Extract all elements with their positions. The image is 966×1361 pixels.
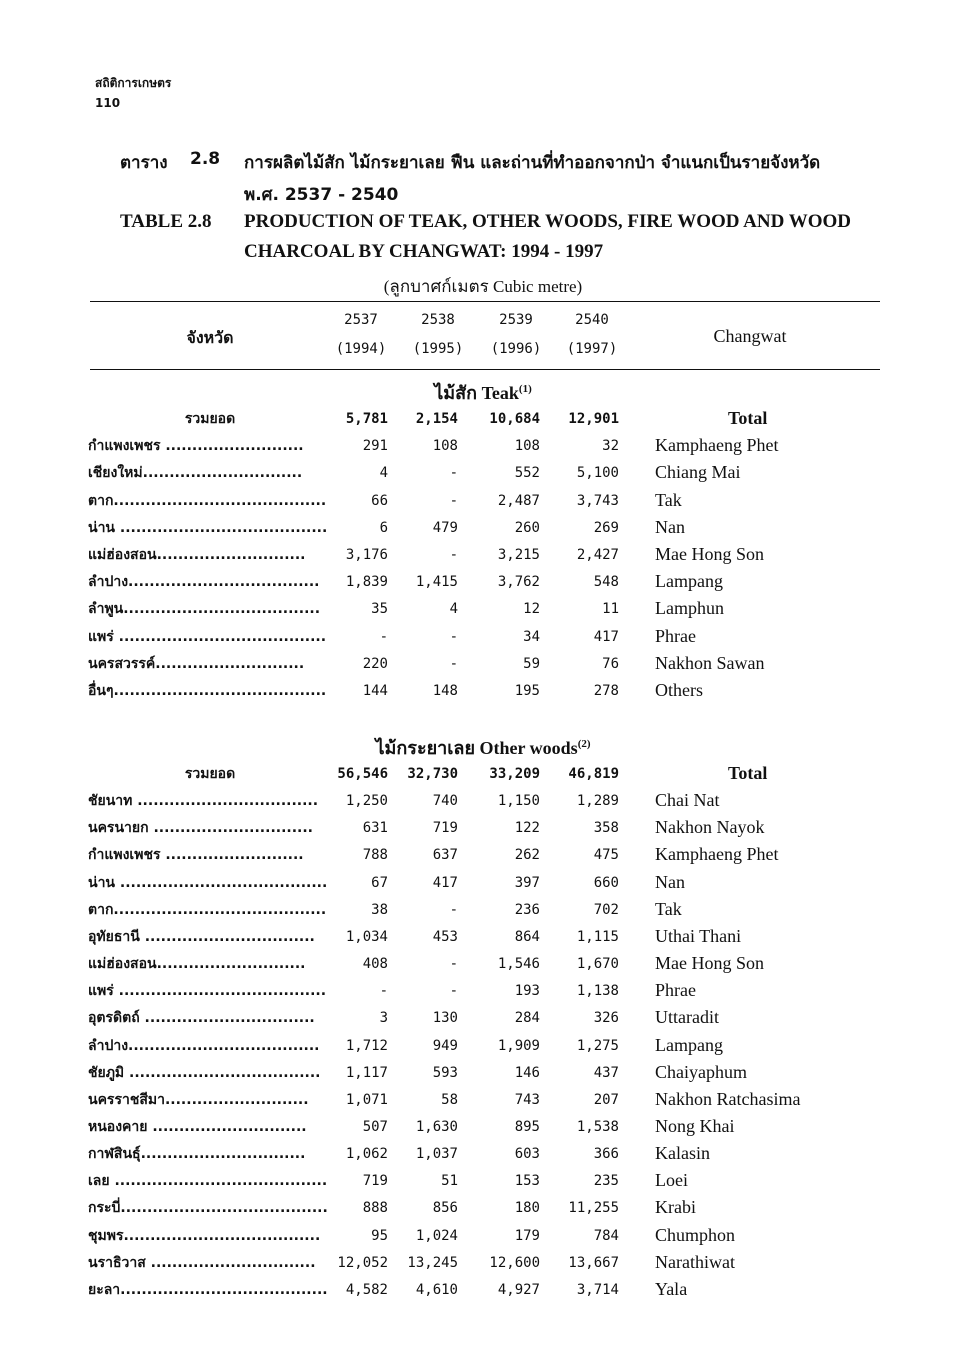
caption-thai-line1: การผลิตไม้สัก ไม้กระยาเลย ฟืน และถ่านที่ทำออกจากป่า จำแนกเป็นรายจังหวัด (244, 153, 821, 173)
header-year-th-1: 2537 (344, 312, 378, 328)
table-row (0, 435, 966, 462)
value-year-3: 10,684 (489, 411, 540, 427)
value-year-2: - (449, 983, 458, 1000)
header-year-th-3: 2539 (499, 312, 533, 328)
changwat-english: Phrae (655, 625, 696, 646)
table-row (0, 1116, 966, 1143)
table-row (0, 1279, 966, 1306)
value-year-4: 76 (602, 655, 619, 672)
value-year-1: 1,839 (345, 574, 388, 591)
value-year-4: 660 (593, 874, 619, 891)
value-year-4: 358 (593, 820, 619, 837)
value-year-3: 262 (514, 847, 540, 864)
changwat-thai: นครราชสีมา........................... (88, 1091, 309, 1108)
section-title-eng: Teak (481, 383, 519, 403)
section-title-teak (0, 378, 966, 407)
value-year-4: 11,255 (568, 1200, 619, 1217)
value-year-2: 1,024 (415, 1227, 458, 1244)
value-year-2: - (449, 901, 458, 918)
changwat-thai: อุตรดิตถ์ ................................ (88, 1010, 315, 1027)
table-row (0, 517, 966, 544)
caption-thai-number: 2.8 (190, 149, 221, 169)
value-year-3: 195 (514, 683, 540, 699)
value-year-4: 13,667 (568, 1254, 619, 1271)
changwat-english: Nan (655, 516, 685, 537)
changwat-english: Lampang (655, 1034, 723, 1055)
changwat-english: Kalasin (655, 1143, 710, 1164)
changwat-thai: แพร่ ....................................... (88, 628, 327, 645)
value-year-1: 220 (362, 655, 388, 672)
table-row (0, 790, 966, 817)
changwat-english: Loei (655, 1170, 688, 1191)
value-year-2: 1,037 (415, 1146, 458, 1163)
value-year-4: 32 (602, 438, 619, 455)
value-year-3: 4,927 (497, 1281, 540, 1298)
table-row (0, 1252, 966, 1279)
value-year-2: 479 (432, 519, 458, 536)
changwat-thai: ชัยนาท .................................. (88, 793, 319, 810)
changwat-thai: น่าน ....................................... (88, 519, 328, 536)
section-footnote-ref: (2) (577, 738, 591, 750)
table-row (0, 1062, 966, 1089)
table-row (0, 462, 966, 489)
value-year-2: 1,630 (415, 1118, 458, 1135)
changwat-english: Mae Hong Son (655, 544, 764, 564)
value-year-4: 326 (593, 1010, 619, 1027)
value-year-1: 67 (371, 874, 388, 891)
value-year-2: 719 (432, 820, 458, 837)
table-row (0, 872, 966, 899)
value-year-3: 146 (514, 1064, 540, 1081)
changwat-english: Narathiwat (655, 1251, 735, 1272)
value-year-1: 56,546 (337, 766, 388, 782)
changwat-thai: กำแพงเพชร .......................... (88, 847, 304, 864)
table-row (0, 598, 966, 625)
value-year-1: 1,071 (345, 1091, 388, 1108)
changwat-thai: ชุมพร..................................... (88, 1227, 321, 1244)
value-year-3: 180 (514, 1200, 540, 1217)
changwat-thai: ลำปาง.................................... (88, 574, 320, 591)
section-title-other-woods (0, 733, 966, 762)
value-year-4: 1,138 (576, 983, 619, 1000)
value-year-2: 51 (441, 1173, 458, 1190)
header-year-en-2: (1995) (412, 341, 464, 357)
changwat-english: Nakhon Sawan (655, 652, 765, 673)
value-year-4: 1,275 (576, 1037, 619, 1054)
table-row (0, 899, 966, 926)
changwat-english: Lamphun (655, 598, 724, 619)
value-year-4: 1,670 (576, 956, 619, 973)
value-year-1: 888 (362, 1200, 388, 1217)
value-year-2: 130 (432, 1010, 458, 1027)
changwat-thai: ลำปาง.................................... (88, 1037, 320, 1054)
value-year-4: 207 (593, 1091, 619, 1108)
value-year-3: 260 (514, 519, 540, 536)
changwat-english: Mae Hong Son (655, 953, 764, 974)
changwat-english: Uthai Thani (655, 925, 742, 946)
table-row (0, 571, 966, 598)
changwat-thai: กาฬสินธุ์............................... (88, 1146, 306, 1163)
header-year-en-4: (1997) (566, 341, 618, 357)
changwat-english: Nakhon Nayok (655, 817, 765, 838)
value-year-4: 235 (593, 1173, 619, 1190)
value-year-4: 548 (593, 574, 619, 591)
section-footnote-ref: (1) (518, 383, 532, 395)
section-title-thai: ไม้สัก (434, 383, 478, 403)
changwat-english: Uttaradit (655, 1007, 719, 1028)
changwat-thai: หนองคาย ............................. (88, 1118, 307, 1135)
changwat-thai: แม่ฮ่องสอน............................ (88, 956, 306, 973)
changwat-thai: เชียงใหม่.............................. (88, 465, 303, 482)
header-year-en-1: (1994) (335, 341, 387, 357)
changwat-thai: กำแพงเพชร .......................... (88, 438, 304, 455)
value-year-3: 122 (514, 820, 540, 837)
value-year-4: 2,427 (576, 547, 619, 563)
value-year-4: 5,100 (576, 465, 619, 482)
value-year-4: 437 (593, 1064, 619, 1081)
unit-label: (ลูกบาศก์เมตร Cubic metre) (383, 277, 583, 296)
table-top-rule (90, 301, 880, 302)
table-row (0, 680, 966, 707)
changwat-thai: กระบี่....................................... (88, 1200, 328, 1217)
value-year-2: 13,245 (407, 1254, 458, 1271)
value-year-4: 1,289 (576, 793, 619, 810)
section-title-eng: Other woods (479, 738, 578, 758)
header-thai-changwat: จังหวัด (186, 328, 234, 347)
changwat-english: Total (728, 408, 768, 428)
value-year-1: 3 (379, 1010, 388, 1027)
changwat-thai: ลำพูน..................................... (88, 601, 321, 618)
value-year-2: 1,415 (415, 574, 458, 591)
table-row (0, 1007, 966, 1034)
value-year-1: 1,712 (345, 1037, 388, 1054)
header-year-en-3: (1996) (490, 341, 542, 357)
table-header-rule (90, 369, 880, 370)
value-year-2: - (449, 956, 458, 973)
value-year-4: 269 (593, 519, 619, 536)
running-header-title: สถิติการเกษตร (95, 76, 172, 90)
value-year-3: 3,215 (497, 547, 540, 563)
value-year-3: 33,209 (489, 766, 540, 782)
section-title-thai: ไม้กระยาเลย (375, 738, 476, 758)
value-year-4: 366 (593, 1146, 619, 1163)
value-year-3: 179 (514, 1227, 540, 1244)
value-year-3: 1,150 (497, 793, 540, 810)
changwat-english: Total (728, 763, 768, 783)
value-year-2: 593 (432, 1064, 458, 1081)
value-year-4: 46,819 (568, 766, 619, 782)
table-row (0, 1225, 966, 1252)
value-year-1: 35 (371, 601, 388, 618)
table-row (0, 1089, 966, 1116)
changwat-thai: นครนายก .............................. (88, 820, 313, 837)
caption-eng-label: TABLE 2.8 (120, 211, 212, 232)
table-row (0, 817, 966, 844)
table-row (0, 1035, 966, 1062)
value-year-3: 743 (514, 1091, 540, 1108)
value-year-2: - (449, 492, 458, 509)
changwat-english: Lampang (655, 571, 723, 592)
changwat-english: Nan (655, 871, 685, 892)
changwat-english: Tak (655, 489, 682, 510)
changwat-thai: แม่ฮ่องสอน............................ (88, 547, 306, 563)
total-row (0, 763, 966, 790)
value-year-1: 507 (362, 1118, 388, 1135)
value-year-1: 631 (362, 820, 388, 837)
value-year-1: 1,034 (345, 928, 388, 945)
value-year-4: 3,743 (576, 492, 619, 509)
value-year-2: - (449, 465, 458, 482)
table-row (0, 544, 966, 571)
changwat-english: Chiang Mai (655, 462, 741, 483)
changwat-thai: รวมยอด (184, 411, 236, 427)
value-year-1: 3,176 (345, 547, 388, 563)
changwat-thai: ตาก........................................ (88, 492, 327, 509)
value-year-3: 153 (514, 1173, 540, 1190)
table-row (0, 980, 966, 1007)
value-year-2: - (449, 628, 458, 645)
value-year-3: 3,762 (497, 574, 540, 591)
value-year-3: 1,546 (497, 956, 540, 973)
value-year-2: 740 (432, 793, 458, 810)
value-year-2: 856 (432, 1200, 458, 1217)
changwat-thai: แพร่ ....................................... (88, 983, 327, 1000)
changwat-english: Chaiyaphum (655, 1061, 747, 1082)
value-year-2: 637 (432, 847, 458, 864)
caption-eng-line1: PRODUCTION OF TEAK, OTHER WOODS, FIRE WOOD AND WOOD (244, 211, 852, 232)
value-year-3: 864 (514, 928, 540, 945)
changwat-thai: เลย ........................................ (88, 1173, 328, 1190)
value-year-2: 4 (449, 601, 458, 618)
value-year-3: 34 (523, 628, 540, 645)
changwat-english: Phrae (655, 980, 696, 1001)
table-row (0, 1143, 966, 1170)
changwat-english: Nakhon Ratchasima (655, 1088, 801, 1109)
value-year-3: 193 (514, 983, 540, 1000)
value-year-2: 4,610 (415, 1281, 458, 1298)
value-year-3: 2,487 (497, 492, 540, 509)
value-year-3: 603 (514, 1146, 540, 1163)
value-year-4: 475 (593, 847, 619, 864)
value-year-4: 11 (602, 601, 619, 618)
changwat-english: Others (655, 680, 703, 700)
value-year-1: 291 (362, 438, 388, 455)
value-year-2: 417 (432, 874, 458, 891)
value-year-4: 1,538 (576, 1118, 619, 1135)
value-year-3: 397 (514, 874, 540, 891)
changwat-english: Chai Nat (655, 790, 720, 811)
value-year-3: 895 (514, 1118, 540, 1135)
table-row (0, 653, 966, 680)
value-year-1: 38 (371, 901, 388, 918)
page-number: 110 (95, 96, 121, 110)
value-year-3: 552 (514, 465, 540, 482)
changwat-english: Yala (655, 1278, 688, 1299)
value-year-1: 408 (362, 956, 388, 973)
value-year-4: 278 (593, 683, 619, 699)
value-year-3: 108 (514, 438, 540, 455)
value-year-2: 32,730 (407, 766, 458, 782)
value-year-1: 4 (379, 465, 388, 482)
table-row (0, 626, 966, 653)
changwat-english: Nong Khai (655, 1115, 735, 1136)
changwat-thai: น่าน ....................................... (88, 874, 328, 891)
value-year-2: 453 (432, 928, 458, 945)
table-row (0, 844, 966, 871)
table-row (0, 953, 966, 980)
caption-thai-line2: พ.ศ. 2537 - 2540 (244, 185, 399, 205)
changwat-thai: นครสวรรค์............................ (88, 655, 305, 672)
value-year-4: 1,115 (576, 928, 619, 945)
value-year-1: 6 (379, 519, 388, 536)
value-year-2: 108 (432, 438, 458, 455)
table-row (0, 1197, 966, 1224)
value-year-1: 95 (371, 1227, 388, 1244)
changwat-english: Tak (655, 898, 682, 919)
changwat-thai: นราธิวาส ............................... (88, 1254, 316, 1271)
changwat-thai: ตาก........................................ (88, 901, 327, 918)
changwat-english: Chumphon (655, 1224, 736, 1245)
value-year-1: 788 (362, 847, 388, 864)
changwat-thai: อื่นๆ........................................ (88, 683, 327, 699)
value-year-2: 949 (432, 1037, 458, 1054)
value-year-3: 12 (523, 601, 540, 618)
value-year-1: 12,052 (337, 1254, 388, 1271)
total-row (0, 408, 966, 435)
value-year-3: 284 (514, 1010, 540, 1027)
header-year-th-4: 2540 (575, 312, 609, 328)
value-year-1: 4,582 (345, 1281, 388, 1298)
value-year-4: 417 (593, 628, 619, 645)
value-year-2: - (449, 547, 458, 563)
caption-thai-label: ตาราง (120, 153, 168, 173)
value-year-1: 719 (362, 1173, 388, 1190)
changwat-english: Krabi (655, 1197, 696, 1218)
value-year-1: 1,117 (345, 1064, 388, 1081)
value-year-2: - (449, 655, 458, 672)
value-year-2: 148 (432, 683, 458, 699)
value-year-1: 144 (362, 683, 388, 699)
changwat-english: Kamphaeng Phet (655, 844, 779, 865)
changwat-thai: ชัยภูมิ .................................... (88, 1064, 321, 1081)
value-year-1: 66 (371, 492, 388, 509)
header-eng-changwat: Changwat (713, 326, 787, 346)
value-year-1: 1,062 (345, 1146, 388, 1163)
value-year-4: 784 (593, 1227, 619, 1244)
value-year-3: 59 (523, 655, 540, 672)
changwat-thai: รวมยอด (184, 766, 236, 782)
value-year-3: 236 (514, 901, 540, 918)
value-year-4: 3,714 (576, 1281, 619, 1298)
value-year-2: 2,154 (415, 411, 458, 427)
value-year-4: 12,901 (568, 411, 619, 427)
value-year-1: - (379, 628, 388, 645)
value-year-1: 1,250 (345, 793, 388, 810)
header-year-th-2: 2538 (421, 312, 455, 328)
table-row (0, 926, 966, 953)
value-year-1: 5,781 (345, 411, 388, 427)
value-year-3: 1,909 (497, 1037, 540, 1054)
value-year-1: - (379, 983, 388, 1000)
changwat-thai: ยะลา....................................... (88, 1281, 328, 1298)
changwat-thai: อุทัยธานี ................................ (88, 928, 315, 945)
caption-eng-line2: CHARCOAL BY CHANGWAT: 1994 - 1997 (244, 241, 604, 262)
value-year-4: 702 (593, 901, 619, 918)
table-row (0, 490, 966, 517)
table-row (0, 1170, 966, 1197)
value-year-2: 58 (441, 1091, 458, 1108)
changwat-english: Kamphaeng Phet (655, 435, 779, 456)
value-year-3: 12,600 (489, 1254, 540, 1271)
